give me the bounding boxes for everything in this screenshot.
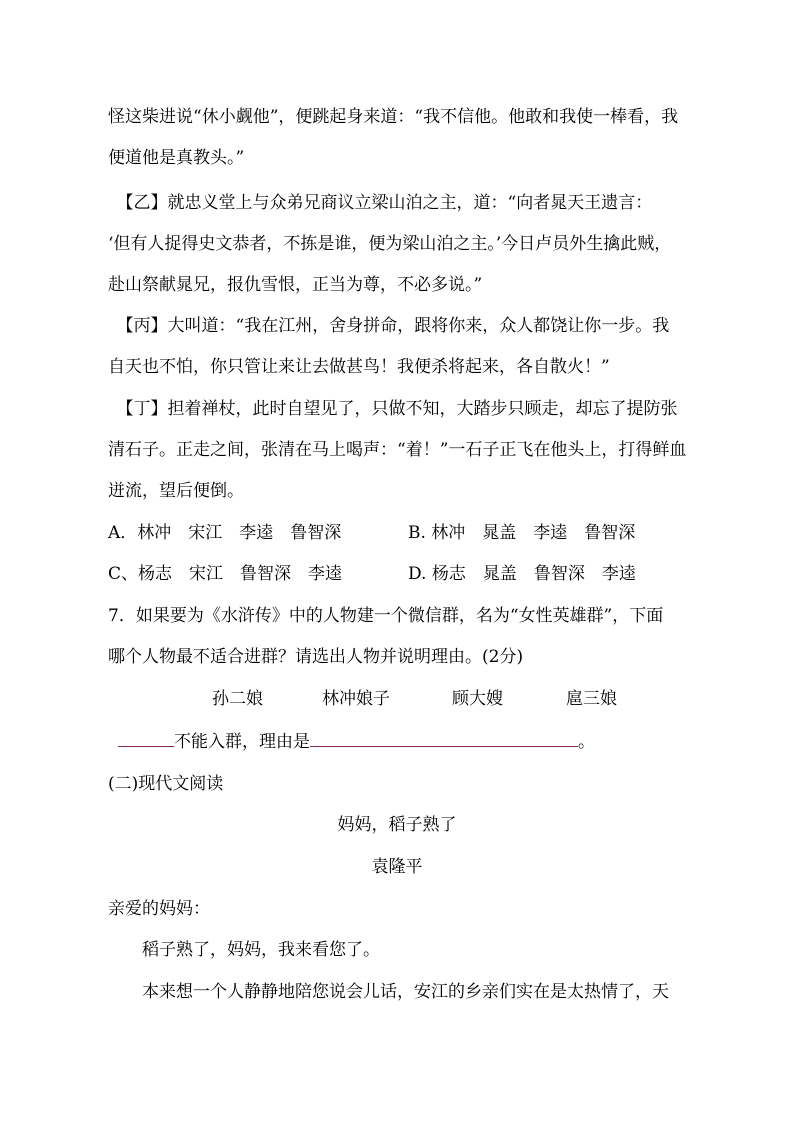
- passage-line: ‘但有人捉得史文恭者，不拣是谁，便为梁山泊之主。’今日卢员外生擒此贼，: [108, 234, 672, 254]
- answer-line: [118, 730, 595, 754]
- option-a: A．林冲 宋江 李逵 鲁智深: [108, 523, 342, 543]
- character-name: 孙二娘: [212, 689, 263, 709]
- passage-line: 【丁】担着禅杖，此时自望见了，只做不知，大踏步只顾走，却忘了提防张: [108, 399, 678, 419]
- answer-prompt: 不能入群，理由是: [174, 732, 310, 752]
- passage-line: 赴山祭献晁兄，报仇雪恨，正当为尊，不必多说。”: [108, 275, 483, 295]
- passage-line: 【丙】大叫道：“我在江州，舍身拼命，跟将你来，众人都饶让你一步。我: [108, 316, 670, 336]
- article-author: 袁隆平: [371, 857, 423, 877]
- question-7-line-2: 哪个人物最不适合进群？请选出人物并说明理由。(2分): [108, 647, 524, 667]
- paragraph: 稻子熟了，妈妈，我来看您了。: [108, 940, 380, 960]
- character-name: 扈三娘: [566, 689, 617, 709]
- passage-line: 便道他是真教头。”: [108, 148, 245, 168]
- section-heading: (二)现代文阅读: [108, 774, 224, 794]
- answer-blank-reason[interactable]: [310, 730, 578, 747]
- paragraph: 本来想一个人静静地陪您说会儿话，安江的乡亲们实在是太热情了，天: [108, 982, 669, 1002]
- salutation: 亲爱的妈妈：: [108, 899, 210, 919]
- passage-line: 迸流，望后便倒。: [108, 481, 244, 501]
- answer-end: 。: [578, 732, 595, 752]
- passage-line: 怪这柴进说“休小觑他”，便跳起身来道：“我不信他。他敢和我使一棒看，我: [108, 107, 679, 127]
- character-name: 顾大嫂: [452, 689, 503, 709]
- passage-line: 清石子。正走之间，张清在马上喝声：“着！”一石子正飞在他头上，打得鲜血: [108, 440, 687, 460]
- option-c: C、杨志 宋江 鲁智深 李逵: [108, 564, 343, 584]
- passage-line: 【乙】就忠义堂上与众弟兄商议立梁山泊之主，道：“向者晁天王遗言：: [108, 193, 653, 213]
- passage-line: 自天也不怕，你只管让来让去做甚鸟！我便杀将起来，各自散火！”: [108, 357, 610, 377]
- option-d: D. 杨志 晁盖 鲁智深 李逵: [408, 564, 636, 584]
- answer-blank-character[interactable]: [118, 730, 174, 747]
- question-7-line-1: 7．如果要为《水浒传》中的人物建一个微信群，名为“女性英雄群”，下面: [108, 606, 664, 626]
- article-title: 妈妈，稻子熟了: [337, 815, 457, 835]
- character-name: 林冲娘子: [322, 689, 390, 709]
- option-b: B. 林冲 晁盖 李逵 鲁智深: [408, 523, 636, 543]
